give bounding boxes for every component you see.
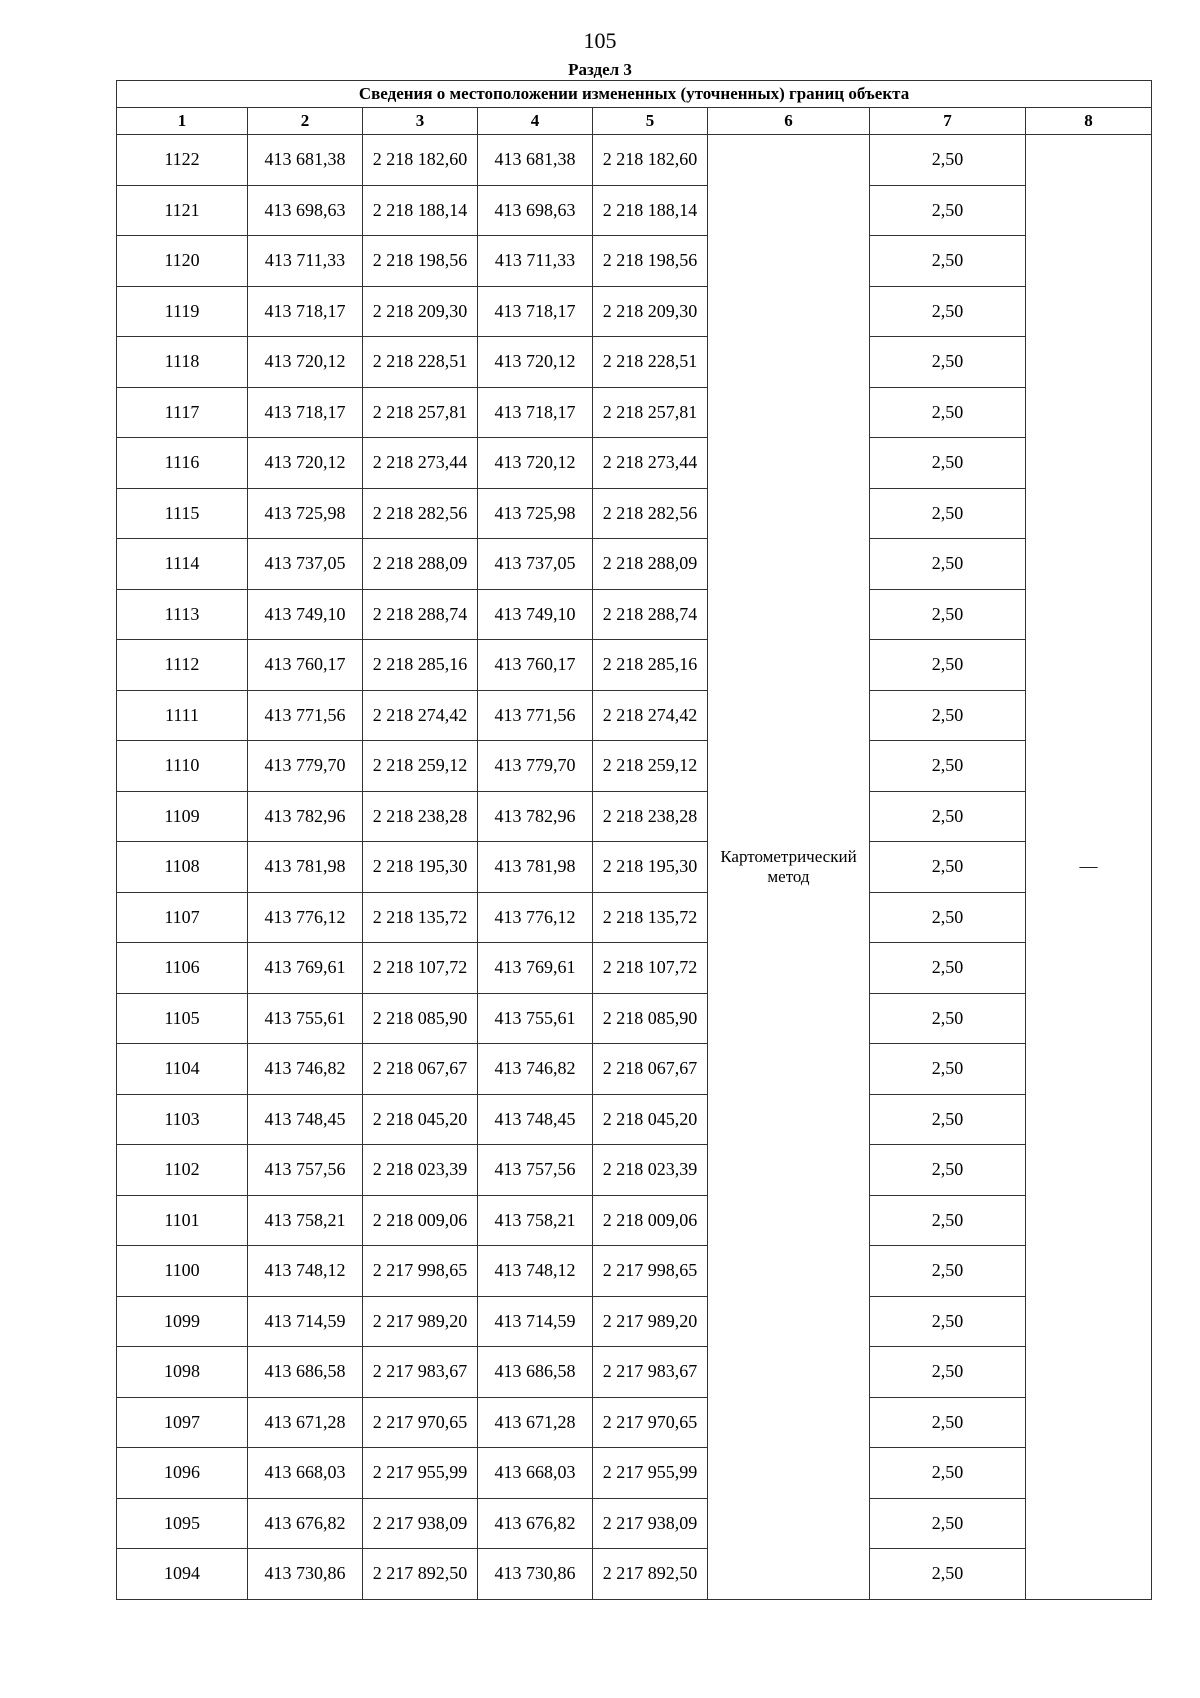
y-new-cell: 2 218 274,42 — [593, 690, 708, 741]
column-number-header: 2 — [248, 108, 363, 135]
table-row — [117, 1347, 1152, 1398]
y-new-cell: 2 217 955,99 — [593, 1448, 708, 1499]
y-old-cell: 2 218 259,12 — [363, 741, 478, 792]
point-number-cell: 1117 — [117, 387, 248, 438]
x-old-cell: 413 757,56 — [248, 1145, 363, 1196]
y-old-cell: 2 217 970,65 — [363, 1397, 478, 1448]
accuracy-cell: 2,50 — [870, 1296, 1026, 1347]
x-old-cell: 413 718,17 — [248, 387, 363, 438]
table-row — [117, 1145, 1152, 1196]
point-number-cell: 1104 — [117, 1044, 248, 1095]
accuracy-cell: 2,50 — [870, 488, 1026, 539]
x-new-cell: 413 749,10 — [478, 589, 593, 640]
y-old-cell: 2 218 107,72 — [363, 943, 478, 994]
point-number-cell: 1111 — [117, 690, 248, 741]
accuracy-cell: 2,50 — [870, 1498, 1026, 1549]
x-old-cell: 413 718,17 — [248, 286, 363, 337]
x-new-cell: 413 718,17 — [478, 387, 593, 438]
x-new-cell: 413 779,70 — [478, 741, 593, 792]
point-number-cell: 1102 — [117, 1145, 248, 1196]
point-number-cell: 1120 — [117, 236, 248, 287]
table-row — [117, 1498, 1152, 1549]
x-old-cell: 413 748,12 — [248, 1246, 363, 1297]
x-old-cell: 413 681,38 — [248, 135, 363, 186]
accuracy-cell: 2,50 — [870, 892, 1026, 943]
accuracy-cell: 2,50 — [870, 185, 1026, 236]
point-number-cell: 1113 — [117, 589, 248, 640]
y-new-cell: 2 218 067,67 — [593, 1044, 708, 1095]
table-row — [117, 135, 1152, 186]
table-row — [117, 791, 1152, 842]
table-row — [117, 1094, 1152, 1145]
accuracy-cell: 2,50 — [870, 387, 1026, 438]
point-number-cell: 1109 — [117, 791, 248, 842]
point-number-cell: 1118 — [117, 337, 248, 388]
point-number-cell: 1105 — [117, 993, 248, 1044]
y-new-cell: 2 218 182,60 — [593, 135, 708, 186]
point-number-cell: 1119 — [117, 286, 248, 337]
y-new-cell: 2 217 938,09 — [593, 1498, 708, 1549]
point-number-cell: 1103 — [117, 1094, 248, 1145]
y-new-cell: 2 218 238,28 — [593, 791, 708, 842]
accuracy-cell: 2,50 — [870, 1044, 1026, 1095]
x-old-cell: 413 748,45 — [248, 1094, 363, 1145]
accuracy-cell: 2,50 — [870, 337, 1026, 388]
point-number-cell: 1121 — [117, 185, 248, 236]
x-old-cell: 413 769,61 — [248, 943, 363, 994]
x-new-cell: 413 714,59 — [478, 1296, 593, 1347]
point-number-cell: 1099 — [117, 1296, 248, 1347]
y-old-cell: 2 218 067,67 — [363, 1044, 478, 1095]
accuracy-cell: 2,50 — [870, 1448, 1026, 1499]
y-old-cell: 2 218 009,06 — [363, 1195, 478, 1246]
x-new-cell: 413 737,05 — [478, 539, 593, 590]
accuracy-cell: 2,50 — [870, 236, 1026, 287]
y-old-cell: 2 218 288,09 — [363, 539, 478, 590]
y-old-cell: 2 218 282,56 — [363, 488, 478, 539]
y-old-cell: 2 217 938,09 — [363, 1498, 478, 1549]
table-row — [117, 842, 1152, 893]
accuracy-cell: 2,50 — [870, 135, 1026, 186]
y-old-cell: 2 217 998,65 — [363, 1246, 478, 1297]
x-old-cell: 413 725,98 — [248, 488, 363, 539]
page-number: 105 — [583, 28, 617, 53]
y-old-cell: 2 217 892,50 — [363, 1549, 478, 1600]
y-new-cell: 2 217 998,65 — [593, 1246, 708, 1297]
section-title: Раздел 3 — [568, 60, 632, 79]
boundary-coordinates-table — [116, 80, 1152, 1600]
x-new-cell: 413 776,12 — [478, 892, 593, 943]
x-old-cell: 413 771,56 — [248, 690, 363, 741]
x-old-cell: 413 698,63 — [248, 185, 363, 236]
point-number-cell: 1122 — [117, 135, 248, 186]
table-row — [117, 438, 1152, 489]
y-new-cell: 2 218 209,30 — [593, 286, 708, 337]
y-old-cell: 2 218 209,30 — [363, 286, 478, 337]
y-new-cell: 2 218 285,16 — [593, 640, 708, 691]
y-old-cell: 2 218 257,81 — [363, 387, 478, 438]
table-row — [117, 1195, 1152, 1246]
point-number-cell: 1100 — [117, 1246, 248, 1297]
y-new-cell: 2 218 288,09 — [593, 539, 708, 590]
x-old-cell: 413 730,86 — [248, 1549, 363, 1600]
y-new-cell: 2 218 273,44 — [593, 438, 708, 489]
accuracy-cell: 2,50 — [870, 842, 1026, 893]
point-number-cell: 1108 — [117, 842, 248, 893]
y-old-cell: 2 218 228,51 — [363, 337, 478, 388]
table-row — [117, 690, 1152, 741]
table-row — [117, 1246, 1152, 1297]
y-old-cell: 2 217 955,99 — [363, 1448, 478, 1499]
x-new-cell: 413 686,58 — [478, 1347, 593, 1398]
y-old-cell: 2 218 135,72 — [363, 892, 478, 943]
point-number-cell: 1094 — [117, 1549, 248, 1600]
x-old-cell: 413 755,61 — [248, 993, 363, 1044]
accuracy-cell: 2,50 — [870, 1094, 1026, 1145]
accuracy-cell: 2,50 — [870, 640, 1026, 691]
column-number-header: 3 — [363, 108, 478, 135]
x-old-cell: 413 782,96 — [248, 791, 363, 842]
table-row — [117, 892, 1152, 943]
column-number-header: 7 — [870, 108, 1026, 135]
y-new-cell: 2 217 892,50 — [593, 1549, 708, 1600]
point-number-cell: 1097 — [117, 1397, 248, 1448]
x-new-cell: 413 730,86 — [478, 1549, 593, 1600]
x-old-cell: 413 668,03 — [248, 1448, 363, 1499]
x-old-cell: 413 671,28 — [248, 1397, 363, 1448]
x-new-cell: 413 718,17 — [478, 286, 593, 337]
x-new-cell: 413 748,12 — [478, 1246, 593, 1297]
point-number-cell: 1106 — [117, 943, 248, 994]
table-row — [117, 1397, 1152, 1448]
accuracy-cell: 2,50 — [870, 943, 1026, 994]
table-row — [117, 185, 1152, 236]
accuracy-cell: 2,50 — [870, 993, 1026, 1044]
point-number-cell: 1115 — [117, 488, 248, 539]
point-number-cell: 1095 — [117, 1498, 248, 1549]
x-new-cell: 413 758,21 — [478, 1195, 593, 1246]
x-old-cell: 413 760,17 — [248, 640, 363, 691]
point-number-cell: 1110 — [117, 741, 248, 792]
table-row — [117, 387, 1152, 438]
accuracy-cell: 2,50 — [870, 539, 1026, 590]
column-number-header: 8 — [1026, 108, 1152, 135]
y-new-cell: 2 218 009,06 — [593, 1195, 708, 1246]
y-old-cell: 2 218 198,56 — [363, 236, 478, 287]
accuracy-cell: 2,50 — [870, 791, 1026, 842]
accuracy-cell: 2,50 — [870, 286, 1026, 337]
table-row — [117, 1549, 1152, 1600]
column-number-header: 5 — [593, 108, 708, 135]
accuracy-cell: 2,50 — [870, 1549, 1026, 1600]
y-old-cell: 2 218 238,28 — [363, 791, 478, 842]
x-new-cell: 413 725,98 — [478, 488, 593, 539]
table-row — [117, 589, 1152, 640]
y-new-cell: 2 218 195,30 — [593, 842, 708, 893]
y-new-cell: 2 218 135,72 — [593, 892, 708, 943]
point-number-cell: 1114 — [117, 539, 248, 590]
x-new-cell: 413 720,12 — [478, 337, 593, 388]
x-old-cell: 413 720,12 — [248, 438, 363, 489]
y-old-cell: 2 218 274,42 — [363, 690, 478, 741]
column-number-header: 4 — [478, 108, 593, 135]
table-body — [117, 135, 1152, 1600]
accuracy-cell: 2,50 — [870, 1246, 1026, 1297]
table-row — [117, 640, 1152, 691]
y-new-cell: 2 218 107,72 — [593, 943, 708, 994]
y-new-cell: 2 218 282,56 — [593, 488, 708, 539]
table-row — [117, 539, 1152, 590]
x-new-cell: 413 755,61 — [478, 993, 593, 1044]
table-row — [117, 236, 1152, 287]
x-old-cell: 413 714,59 — [248, 1296, 363, 1347]
table-row — [117, 286, 1152, 337]
x-old-cell: 413 779,70 — [248, 741, 363, 792]
accuracy-cell: 2,50 — [870, 1145, 1026, 1196]
y-old-cell: 2 218 045,20 — [363, 1094, 478, 1145]
table-row — [117, 1296, 1152, 1347]
x-old-cell: 413 711,33 — [248, 236, 363, 287]
y-new-cell: 2 218 023,39 — [593, 1145, 708, 1196]
table-row — [117, 741, 1152, 792]
table-caption: Сведения о местоположении измененных (уточненных) границ объекта — [117, 81, 1152, 108]
x-old-cell: 413 720,12 — [248, 337, 363, 388]
y-old-cell: 2 218 188,14 — [363, 185, 478, 236]
x-new-cell: 413 698,63 — [478, 185, 593, 236]
y-new-cell: 2 217 983,67 — [593, 1347, 708, 1398]
accuracy-cell: 2,50 — [870, 690, 1026, 741]
y-old-cell: 2 218 023,39 — [363, 1145, 478, 1196]
y-new-cell: 2 218 259,12 — [593, 741, 708, 792]
y-new-cell: 2 218 288,74 — [593, 589, 708, 640]
point-number-cell: 1096 — [117, 1448, 248, 1499]
x-old-cell: 413 749,10 — [248, 589, 363, 640]
column-number-header: 6 — [708, 108, 870, 135]
method-cell: Картометрический метод — [708, 135, 870, 1600]
y-new-cell: 2 218 198,56 — [593, 236, 708, 287]
x-new-cell: 413 771,56 — [478, 690, 593, 741]
x-new-cell: 413 757,56 — [478, 1145, 593, 1196]
accuracy-cell: 2,50 — [870, 1397, 1026, 1448]
x-old-cell: 413 676,82 — [248, 1498, 363, 1549]
x-new-cell: 413 769,61 — [478, 943, 593, 994]
x-new-cell: 413 676,82 — [478, 1498, 593, 1549]
y-old-cell: 2 218 195,30 — [363, 842, 478, 893]
point-number-cell: 1112 — [117, 640, 248, 691]
table-row — [117, 488, 1152, 539]
table-row — [117, 1044, 1152, 1095]
y-new-cell: 2 218 228,51 — [593, 337, 708, 388]
column8-cell: — — [1026, 135, 1152, 1600]
table-row — [117, 993, 1152, 1044]
x-new-cell: 413 720,12 — [478, 438, 593, 489]
x-new-cell: 413 781,98 — [478, 842, 593, 893]
point-number-cell: 1101 — [117, 1195, 248, 1246]
y-old-cell: 2 218 085,90 — [363, 993, 478, 1044]
y-old-cell: 2 218 182,60 — [363, 135, 478, 186]
x-new-cell: 413 748,45 — [478, 1094, 593, 1145]
x-old-cell: 413 746,82 — [248, 1044, 363, 1095]
column-number-header: 1 — [117, 108, 248, 135]
x-new-cell: 413 668,03 — [478, 1448, 593, 1499]
table-row — [117, 337, 1152, 388]
x-new-cell: 413 671,28 — [478, 1397, 593, 1448]
accuracy-cell: 2,50 — [870, 1195, 1026, 1246]
x-old-cell: 413 758,21 — [248, 1195, 363, 1246]
x-new-cell: 413 760,17 — [478, 640, 593, 691]
y-new-cell: 2 218 085,90 — [593, 993, 708, 1044]
y-old-cell: 2 217 983,67 — [363, 1347, 478, 1398]
y-new-cell: 2 218 257,81 — [593, 387, 708, 438]
point-number-cell: 1098 — [117, 1347, 248, 1398]
x-old-cell: 413 776,12 — [248, 892, 363, 943]
y-old-cell: 2 218 273,44 — [363, 438, 478, 489]
y-new-cell: 2 218 188,14 — [593, 185, 708, 236]
x-old-cell: 413 686,58 — [248, 1347, 363, 1398]
table-row — [117, 1448, 1152, 1499]
accuracy-cell: 2,50 — [870, 1347, 1026, 1398]
x-old-cell: 413 781,98 — [248, 842, 363, 893]
x-new-cell: 413 711,33 — [478, 236, 593, 287]
x-new-cell: 413 746,82 — [478, 1044, 593, 1095]
point-number-cell: 1107 — [117, 892, 248, 943]
y-new-cell: 2 218 045,20 — [593, 1094, 708, 1145]
accuracy-cell: 2,50 — [870, 741, 1026, 792]
y-new-cell: 2 217 970,65 — [593, 1397, 708, 1448]
y-old-cell: 2 218 285,16 — [363, 640, 478, 691]
x-new-cell: 413 782,96 — [478, 791, 593, 842]
x-new-cell: 413 681,38 — [478, 135, 593, 186]
accuracy-cell: 2,50 — [870, 589, 1026, 640]
y-old-cell: 2 218 288,74 — [363, 589, 478, 640]
x-old-cell: 413 737,05 — [248, 539, 363, 590]
y-new-cell: 2 217 989,20 — [593, 1296, 708, 1347]
y-old-cell: 2 217 989,20 — [363, 1296, 478, 1347]
table-row — [117, 943, 1152, 994]
accuracy-cell: 2,50 — [870, 438, 1026, 489]
point-number-cell: 1116 — [117, 438, 248, 489]
